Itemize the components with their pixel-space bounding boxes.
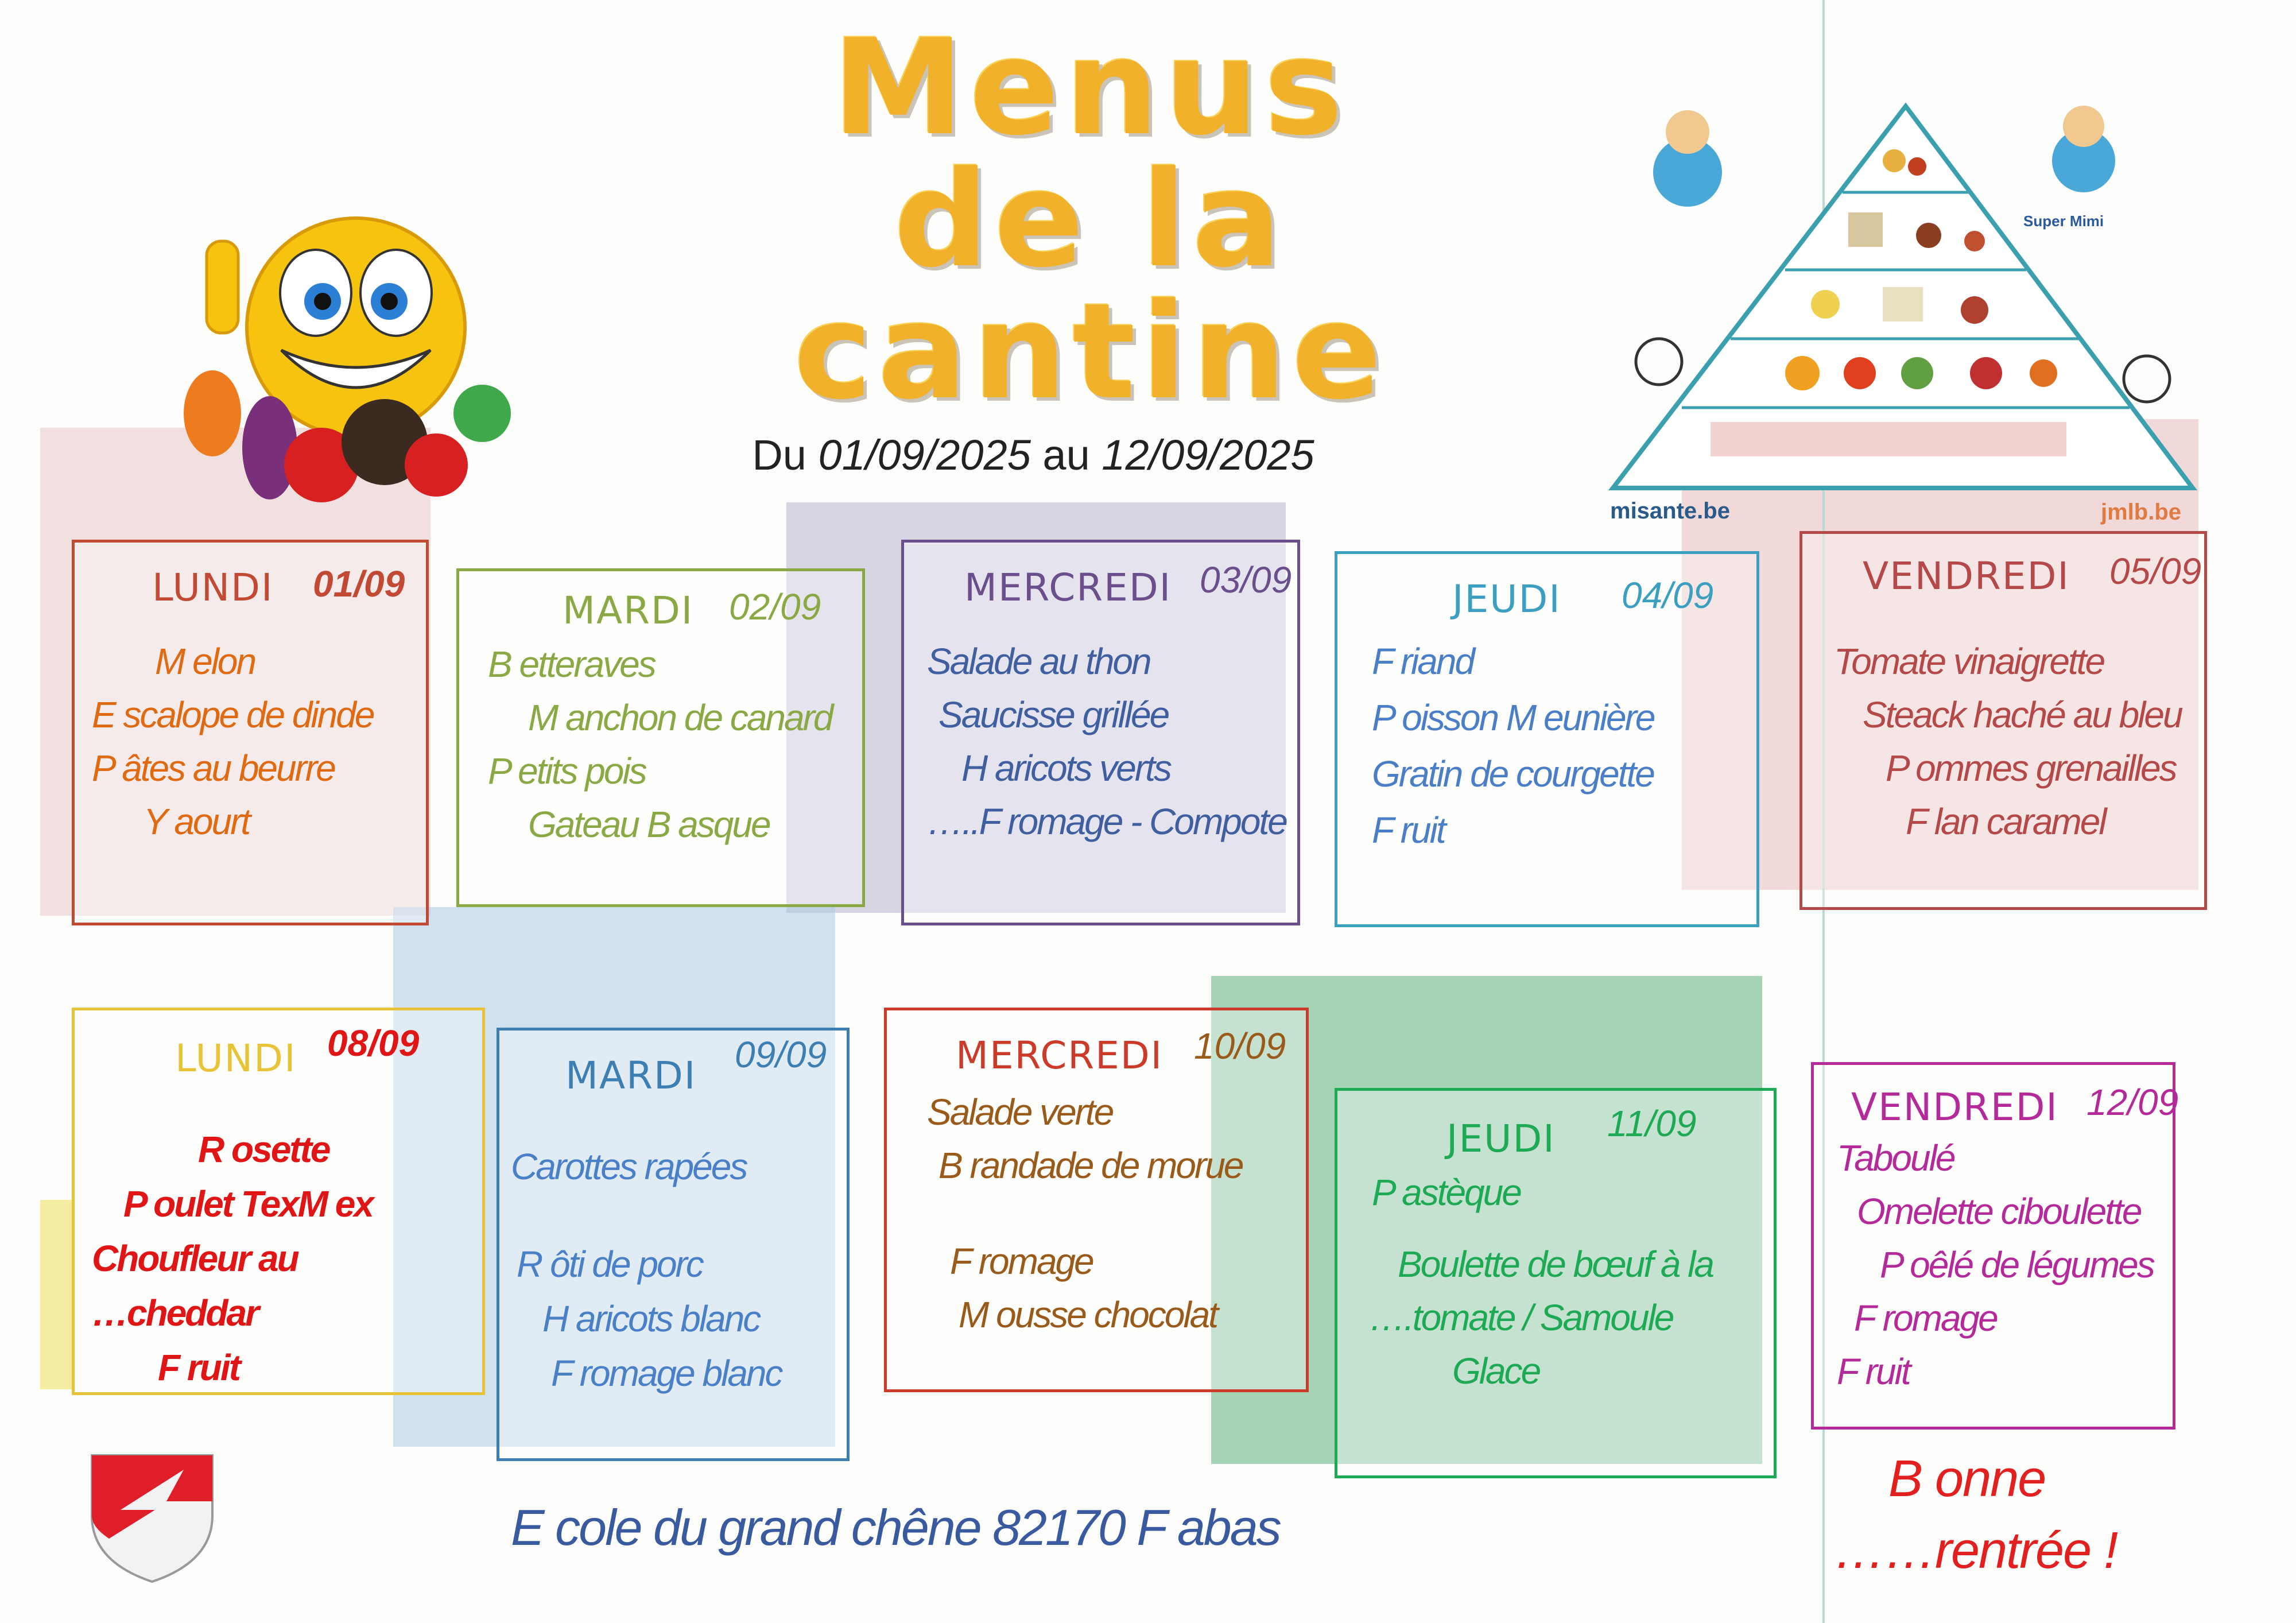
date-between: au [1042, 431, 1090, 479]
dish: Y aourt [144, 801, 250, 842]
dish: P oisson M eunière [1372, 697, 1654, 738]
dish: ….tomate / Samoule [1369, 1297, 1673, 1338]
dish: P oulet TexM ex [123, 1183, 373, 1225]
dish: Boulette de bœuf à la [1398, 1244, 1713, 1285]
day-label: JEUDI [1452, 577, 1561, 621]
dish: F ruit [1372, 809, 1445, 851]
date-prefix: Du [752, 431, 806, 479]
credit-hero: Super Mimi [2023, 212, 2104, 230]
card-mardi-0909 [497, 1028, 850, 1461]
dish: H aricots blanc [542, 1298, 760, 1339]
day-label: JEUDI [1446, 1117, 1556, 1161]
card-mardi-0209 [456, 568, 865, 907]
day-label: VENDREDI [1863, 554, 2070, 598]
school-footer: E cole du grand chêne 82170 F abas [511, 1499, 1280, 1556]
day-date: 08/09 [327, 1022, 420, 1064]
dish: Steack haché au bleu [1863, 694, 2182, 735]
dish: M anchon de canard [528, 697, 832, 738]
card-vendredi-1209 [1811, 1062, 2179, 1430]
title-menus: Menus [832, 11, 1349, 165]
date-end: 12/09/2025 [1102, 431, 1314, 479]
dish: F ruit [1837, 1351, 1910, 1392]
dish: F riand [1372, 641, 1474, 682]
date-range [689, 431, 1378, 479]
day-label: LUNDI [175, 1036, 297, 1080]
day-date: 04/09 [1622, 575, 1714, 616]
card-vendredi-0509 [1799, 531, 2207, 910]
credit-jmlb: jmlb.be [2101, 499, 2182, 525]
dish: M ousse chocolat [959, 1294, 1217, 1335]
dish: Salade au thon [927, 641, 1150, 682]
day-label: MERCREDI [956, 1033, 1163, 1078]
dish: H aricots verts [961, 747, 1170, 789]
card-mercredi-1009 [884, 1008, 1309, 1392]
dish: F romage [950, 1241, 1093, 1282]
dish: Tomate vinaigrette [1834, 641, 2104, 682]
smiley-mascot-icon [172, 195, 540, 517]
day-label: MERCREDI [964, 565, 1172, 610]
day-label: MARDI [563, 588, 694, 633]
dish: Carottes rapées [511, 1146, 747, 1187]
dish: Choufleur au [92, 1238, 298, 1279]
day-date: 11/09 [1607, 1103, 1697, 1144]
day-label: VENDREDI [1851, 1085, 2058, 1129]
day-date: 03/09 [1200, 559, 1292, 601]
dish: M elon [155, 641, 255, 682]
dish: Glace [1452, 1350, 1540, 1392]
card-jeudi-1109 [1335, 1088, 1777, 1478]
dish: F romage [1854, 1297, 1997, 1339]
card-lundi-0809 [72, 1008, 485, 1395]
date-start: 01/09/2025 [818, 431, 1031, 479]
dish: F lan caramel [1906, 801, 2105, 842]
day-date: 09/09 [735, 1034, 827, 1075]
dish: P oêlé de légumes [1880, 1244, 2154, 1285]
day-label: MARDI [565, 1053, 697, 1098]
card-mercredi-0309 [901, 540, 1300, 925]
dish: Gateau B asque [528, 804, 770, 845]
day-date: 05/09 [2109, 551, 2202, 592]
greeting-line1: B onne [1888, 1450, 2046, 1508]
shield-logo-icon [86, 1447, 218, 1585]
greeting-line2: ……rentrée ! [1834, 1522, 2117, 1579]
credit-misante: misante.be [1610, 498, 1730, 524]
day-date: 10/09 [1194, 1025, 1286, 1067]
title-block [603, 11, 1578, 429]
dish: P astèque [1372, 1172, 1521, 1213]
day-date: 01/09 [313, 563, 405, 605]
food-pyramid-icon [1596, 98, 2204, 499]
dish: P etits pois [488, 750, 646, 792]
dish: …cheddar [92, 1292, 258, 1334]
title-cantine: cantine [794, 276, 1387, 429]
card-lundi-0109 [72, 540, 429, 925]
dish: E scalope de dinde [92, 694, 374, 735]
dish: F ruit [158, 1347, 239, 1388]
dish: Omelette ciboulette [1857, 1191, 2141, 1232]
day-date: 12/09 [2086, 1082, 2179, 1123]
title-de-la: de la [894, 144, 1287, 297]
dish: Taboulé [1837, 1137, 1954, 1179]
card-jeudi-0409 [1335, 551, 1759, 927]
dish: P ommes grenailles [1886, 747, 2176, 789]
dish: Saucisse grillée [938, 694, 1169, 735]
dish: F romage blanc [551, 1353, 782, 1394]
day-label: LUNDI [152, 565, 274, 610]
dish: R osette [198, 1129, 329, 1170]
dish: B etteraves [488, 644, 655, 685]
dish: Gratin de courgette [1372, 753, 1654, 795]
dish: Salade verte [927, 1091, 1113, 1133]
dish: R ôti de porc [517, 1244, 703, 1285]
shade-yellow [40, 1200, 75, 1389]
dish: …..F romage - Compote [927, 801, 1286, 842]
dish: P âtes au beurre [92, 747, 335, 789]
day-date: 02/09 [729, 586, 821, 627]
dish: B randade de morue [938, 1145, 1243, 1186]
